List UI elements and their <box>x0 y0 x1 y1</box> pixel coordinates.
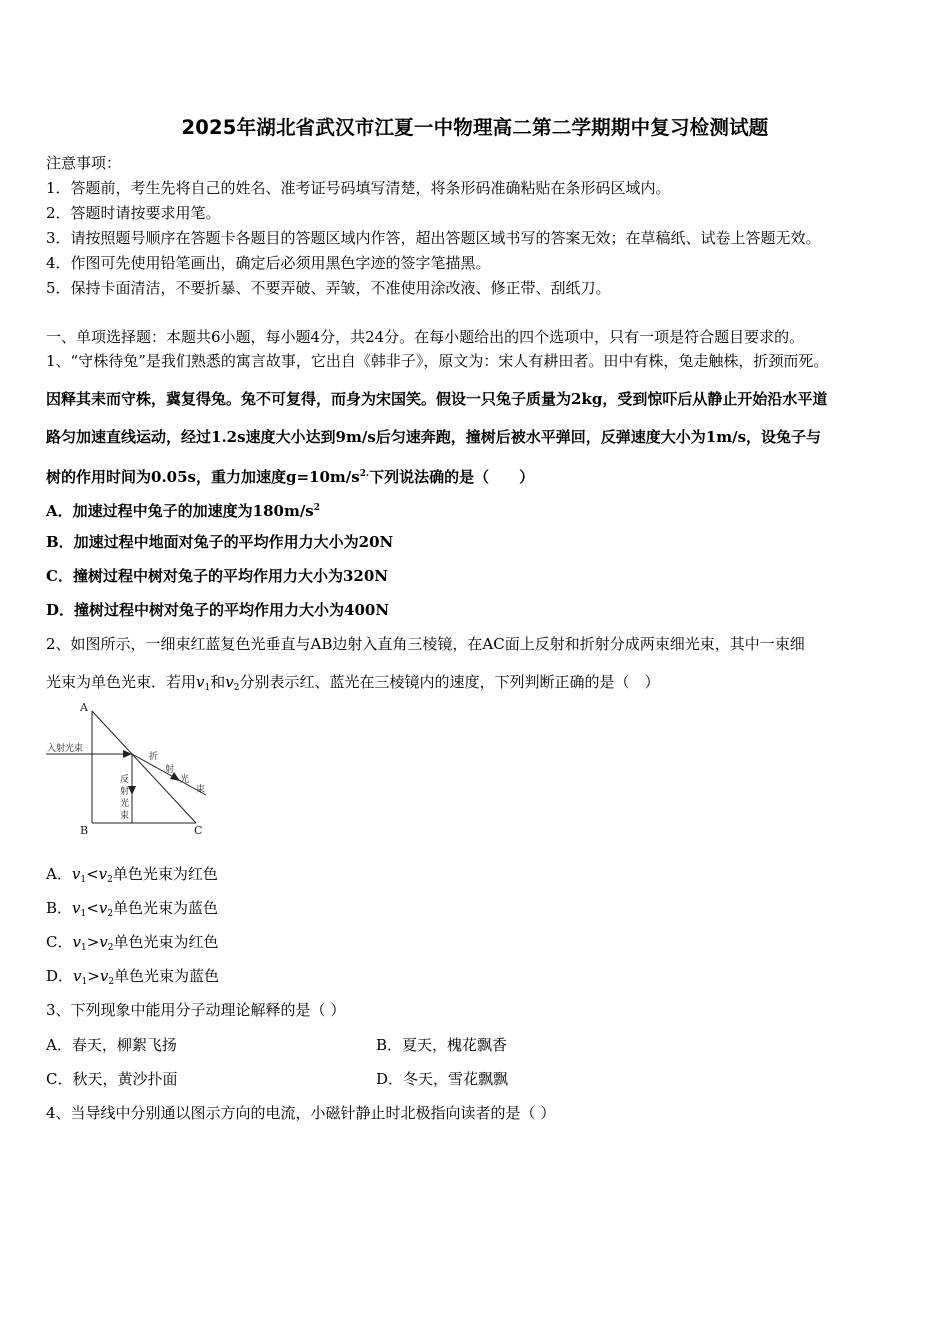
option-v2-sub: 2 <box>107 909 114 919</box>
notice-item: 5．保持卡面清洁，不要折暴、不要弄破、弄皱，不准使用涂改液、修正带、刮纸刀。 <box>46 279 611 297</box>
q2-line-2 <box>46 672 659 698</box>
q1-line: 路匀加速直线运动，经过1.2s速度大小达到9m/s后匀速奔跑，撞树后被水平弹回，反弹速度大小为1m/s，设兔子与 <box>46 428 822 446</box>
option-v2-sub: 2 <box>107 943 114 953</box>
q1-line4-post: 下列说法确的是（ ） <box>369 468 535 486</box>
option-v1-sub: 1 <box>80 909 87 919</box>
vertex-c-label: C <box>194 824 203 837</box>
option-v2: v <box>99 933 108 951</box>
q2-line: 2、如图所示，一细束红蓝复色光垂直与AB边射入直角三棱镜，在AC面上反射和折射分成两束细光束，其中一束细 <box>46 635 805 653</box>
notice-item: 2．答题时请按要求用笔。 <box>46 204 221 222</box>
option-letter: A． <box>46 865 72 883</box>
q2-line2-b: 分别表示红、蓝光在三棱镜内的速度，下列判断正确的是（ ） <box>239 673 660 691</box>
q2-option-b[interactable] <box>46 898 218 924</box>
option-v1: v <box>71 865 81 883</box>
q1-line: 因释其耒而守株，冀复得兔。兔不可复得，而身为宋国笑。假设一只兔子质量为2kg，受到惊吓后从静止开始沿水平道 <box>46 390 828 408</box>
q2-v1: v <box>196 673 205 691</box>
q4-stem: 4、当导线中分别通以图示方向的电流，小磁针静止时北极指向读者的是（ ） <box>46 1104 556 1122</box>
option-v2-sub: 2 <box>108 977 115 987</box>
q3-option-d[interactable]: D．冬天，雪花飘飘 <box>376 1070 509 1088</box>
q2-v1-sub: 1 <box>204 683 211 693</box>
q1-option-b[interactable]: B．加速过程中地面对兔子的平均作用力大小为20N <box>46 533 394 551</box>
option-letter: B． <box>46 899 73 917</box>
q1-option-a[interactable] <box>46 498 320 521</box>
q2-option-a[interactable] <box>46 864 218 890</box>
option-v2-sub: 2 <box>107 875 113 885</box>
q2-line2-a: 光束为单色光束．若用 <box>46 673 197 691</box>
q1-option-a-text: A．加速过程中兔子的加速度为180m/s <box>46 502 314 520</box>
option-text: 单色光束为蓝色 <box>113 899 219 917</box>
reflected-label-char: 光 <box>120 799 130 809</box>
q2-option-c[interactable] <box>46 932 219 958</box>
q1-option-d[interactable]: D．撞树过程中树对兔子的平均作用力大小为400N <box>46 601 390 619</box>
option-v1: v <box>72 899 81 917</box>
q1-line4-sup: 2. <box>359 469 370 479</box>
notice-item: 4．作图可先使用铅笔画出，确定后必须用黑色字迹的签字笔描黑。 <box>46 254 491 272</box>
q1-line: 1、“守株待兔”是我们熟悉的寓言故事，它出自《韩非子》，原文为：宋人有耕田者。田中有株，兔走触株，折颈而死。 <box>46 352 829 370</box>
reflected-label-char: 射 <box>120 787 130 797</box>
notice-item: 1．答题前，考生先将自己的姓名、准考证号码填写清楚，将条形码准确粘贴在条形码区域内。 <box>46 179 671 197</box>
q1-line4-pre: 树的作用时间为0.05s，重力加速度g=10m/s <box>46 468 360 486</box>
q3-stem: 3、下列现象中能用分子动理论解释的是（ ） <box>46 1001 346 1019</box>
option-v1: v <box>72 933 81 951</box>
q2-option-d[interactable] <box>46 966 219 992</box>
q1-option-c[interactable]: C．撞树过程中树对兔子的平均作用力大小为320N <box>46 567 388 585</box>
option-v2: v <box>99 967 109 985</box>
option-v2: v <box>98 899 108 917</box>
option-relation: > <box>87 967 100 985</box>
vertex-b-label: B <box>80 824 89 837</box>
option-v1-sub: 1 <box>80 943 87 953</box>
refracted-label-char: 束 <box>196 785 206 795</box>
q3-option-b[interactable]: B．夏天，槐花飘香 <box>376 1036 508 1054</box>
q3-option-c[interactable]: C．秋天，黄沙扑面 <box>46 1070 178 1088</box>
notice-item: 3．请按照题号顺序在答题卡各题目的答题区域内作答，超出答题区域书写的答案无效；在草稿纸、试卷上答题无效。 <box>46 229 821 247</box>
option-v1-sub: 1 <box>80 875 87 885</box>
q1-option-a-sup: 2 <box>313 503 321 513</box>
q2-v2-sub: 2 <box>233 683 240 693</box>
incident-beam-label: 入射光束 <box>47 744 84 754</box>
option-v2: v <box>98 865 108 883</box>
page-title: 2025年湖北省武汉市江夏一中物理高二第二学期期中复习检测试题 <box>181 116 769 139</box>
section-heading: 一、单项选择题：本题共6小题，每小题4分，共24分。在每小题给出的四个选项中，只有一项是符合题目要求的。 <box>46 328 805 346</box>
option-letter: D． <box>46 967 74 985</box>
q1-line-4 <box>46 464 534 487</box>
reflected-label-char: 反 <box>120 775 130 785</box>
option-letter: C． <box>46 933 73 951</box>
q3-option-a[interactable]: A．春天，柳絮飞扬 <box>46 1036 177 1054</box>
reflected-arrow-icon <box>128 786 136 795</box>
option-v1-sub: 1 <box>81 977 88 987</box>
refracted-label-char: 折 <box>149 752 159 762</box>
prism-diagram <box>44 697 214 843</box>
option-text: 单色光束为红色 <box>113 933 219 951</box>
incident-arrow-icon <box>123 750 132 758</box>
notice-heading: 注意事项： <box>46 154 122 172</box>
prism-side-ac <box>92 711 196 823</box>
q2-v2: v <box>225 673 234 691</box>
option-relation: < <box>86 899 99 917</box>
option-v1: v <box>73 967 82 985</box>
refracted-label-char: 光 <box>180 775 190 785</box>
option-relation: < <box>86 865 99 883</box>
q2-and: 和 <box>210 673 226 691</box>
reflected-label-char: 束 <box>120 811 130 821</box>
option-relation: > <box>86 933 100 951</box>
option-text: 单色光束为蓝色 <box>114 967 220 985</box>
refracted-label-char: 射 <box>165 765 175 775</box>
option-text: 单色光束为红色 <box>112 865 218 883</box>
vertex-a-label: A <box>80 701 88 714</box>
